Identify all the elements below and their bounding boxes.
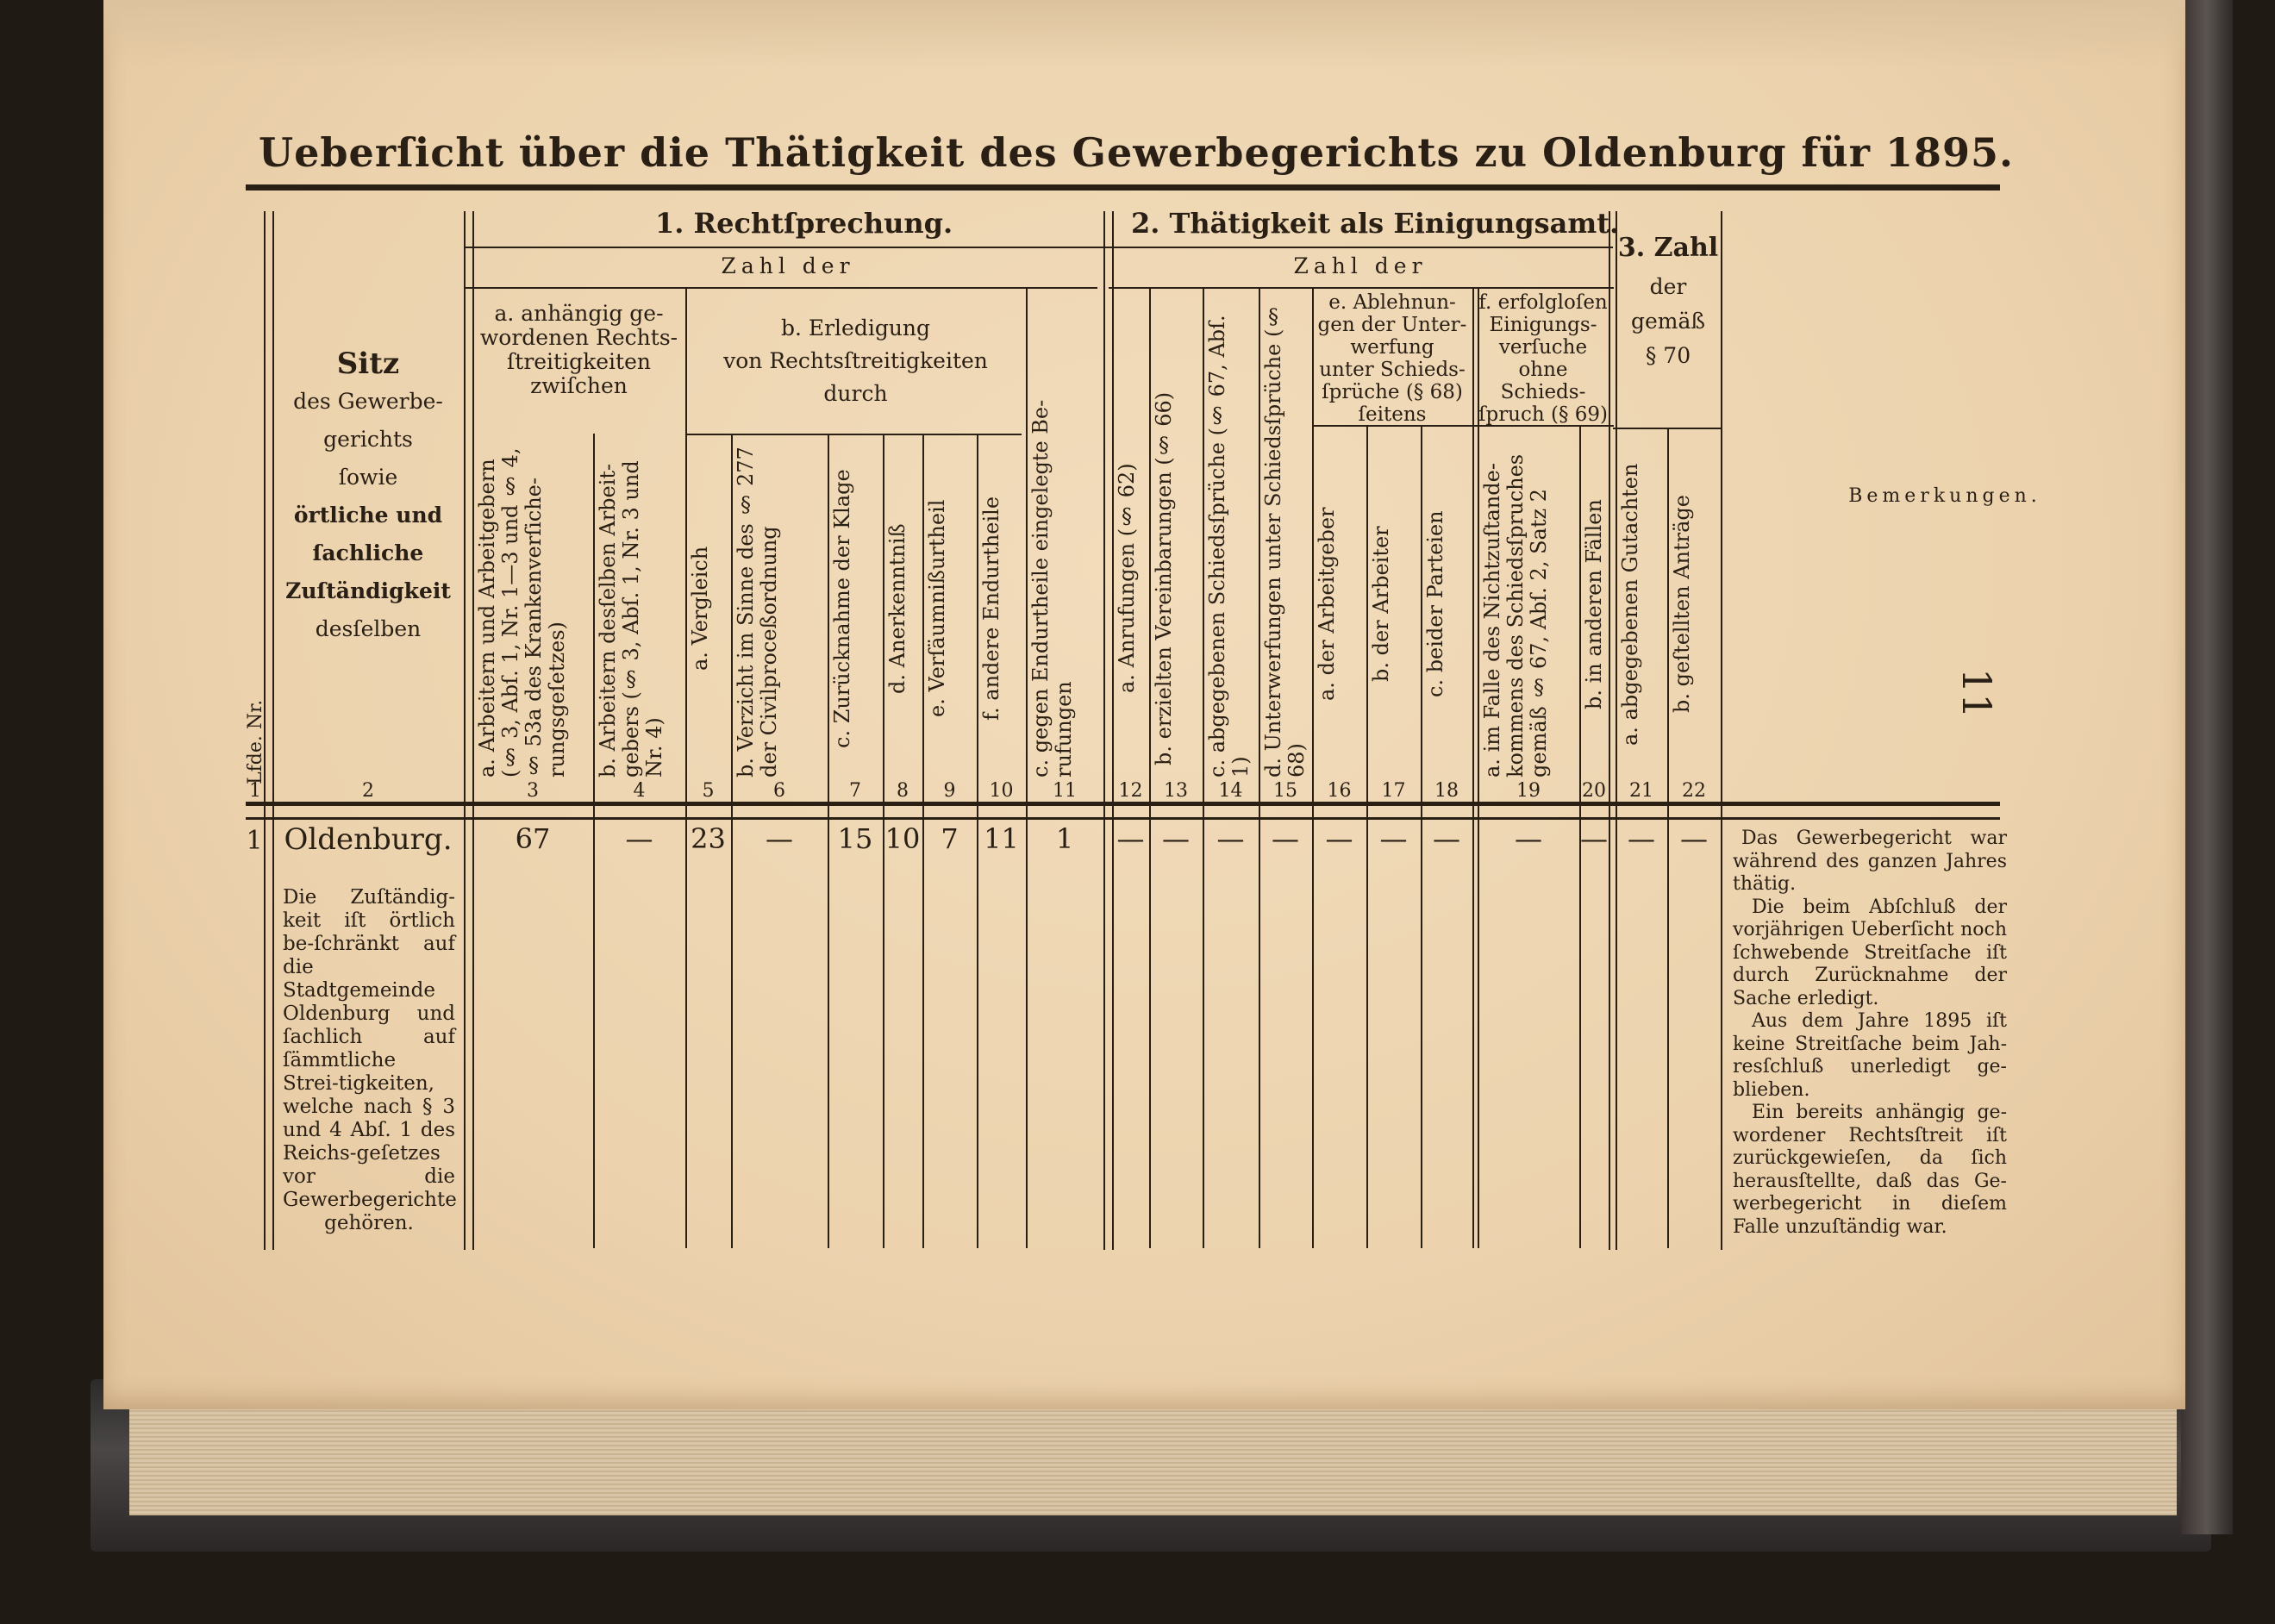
col-line	[1312, 287, 1314, 1248]
column-header-18: c. beider Parteien	[1423, 510, 1447, 698]
sub-f-line: verſuche	[1498, 336, 1588, 359]
rule	[464, 247, 1613, 248]
top-rule	[246, 184, 2000, 191]
row-ort: Oldenburg.	[284, 822, 453, 857]
column-number: 21	[1629, 780, 1653, 802]
column-number: 16	[1327, 780, 1352, 802]
cell-value: —	[1272, 822, 1299, 855]
cell-value: —	[1628, 822, 1655, 855]
sitz-title: Sitz	[336, 347, 400, 381]
row-top-rule	[246, 817, 2000, 820]
col-line	[1103, 211, 1105, 1250]
col-line	[1609, 211, 1610, 1250]
column-header-3: a. Arbeitern und Arbeitgebern (§ 3, Abſ. 1, Nr. 1—3 und § 4, § 53a des Krankenverſiche-rungsgeſetzes)	[475, 447, 569, 778]
group-zahl-70	[1616, 233, 1721, 368]
cell-value: —	[766, 822, 793, 855]
sitz-line: örtliche und	[293, 503, 443, 528]
book-spine	[2181, 0, 2233, 1534]
column-number: 10	[989, 780, 1014, 802]
sub-b-line: durch	[823, 381, 888, 406]
col-line	[1472, 287, 1474, 1248]
column-number: 7	[849, 780, 861, 802]
sitz-line: gerichts	[323, 427, 413, 452]
column-header-19: a. im Falle des Nichtzuſtande-kommens des Schiedsſpruches gemäß § 67, Abſ. 2, Satz 2	[1480, 453, 1551, 778]
sub-a-line: a. anhängig ge-	[494, 301, 664, 326]
cell-value: 11	[984, 822, 1019, 855]
sub-e-line: gen der Unter-	[1317, 314, 1467, 336]
rule	[464, 287, 1097, 289]
cell-value: —	[1580, 822, 1608, 855]
column-number: 13	[1164, 780, 1188, 802]
sitz-line: ſachliche	[312, 540, 424, 565]
remark-paragraph: Aus dem Jahre 1895 iſt keine Streitſache beim Jah-resſchluß unerledigt ge-blieben.	[1733, 1010, 2007, 1101]
row-number: 1	[246, 826, 263, 856]
column-header-6: b. Verzicht im Sinne des § 277 der Civilproceßordnung	[734, 447, 781, 778]
column-header-4: b. Arbeitern desſelben Arbeit-gebers (§ 3, Abſ. 1, Nr. 3 und Nr. 4)	[596, 460, 666, 778]
page-fold	[103, 0, 2185, 69]
column-header-16: a. der Arbeitgeber	[1315, 507, 1339, 702]
col-line	[685, 287, 687, 1248]
column-number: 3	[527, 780, 539, 802]
cell-value: —	[1162, 822, 1190, 855]
group-zahl-der: der	[1649, 274, 1687, 299]
column-number: 19	[1516, 780, 1541, 802]
sitz-line: ſowie	[338, 465, 398, 490]
column-header-5: a. Vergleich	[688, 546, 712, 671]
sitz-header	[272, 345, 464, 648]
column-header-11: c. gegen Endurtheile eingelegte Be-rufungen	[1028, 399, 1076, 778]
cell-value: —	[1515, 822, 1542, 855]
sub-f-line: ſpruch (§ 69)	[1478, 403, 1609, 426]
page-number: 11	[1953, 668, 2000, 719]
cell-value: —	[625, 822, 653, 855]
column-header-13: b. erzielten Vereinbarungen (§ 66)	[1152, 391, 1176, 765]
column-header-21: a. abgegebenen Gutachten	[1618, 463, 1642, 746]
sub-a-line: wordenen Rechts-	[479, 325, 678, 350]
sub-f-line: Schieds-	[1500, 381, 1586, 403]
column-number: 15	[1273, 780, 1297, 802]
column-header-10: f. andere Endurtheile	[979, 496, 1003, 721]
column-number: 12	[1118, 780, 1143, 802]
sub-f-line: f. erfolgloſen	[1478, 291, 1608, 314]
col-line	[1026, 287, 1028, 1248]
cell-value: 1	[1055, 822, 1074, 855]
rule	[685, 434, 1022, 435]
column-number: 6	[773, 780, 785, 802]
zahl-der-2: Zahl der	[1293, 253, 1428, 278]
remarks	[1733, 828, 2007, 1239]
cell-value: 67	[515, 822, 551, 855]
bemerkungen-header: Bemerkungen.	[1848, 485, 2041, 507]
sub-anhaengig	[472, 302, 685, 398]
col-line	[464, 211, 466, 1250]
col-line	[1259, 287, 1260, 1248]
sub-e-line: ſeitens	[1358, 403, 1427, 426]
column-number: 1	[249, 780, 261, 802]
col-line	[1478, 287, 1479, 1248]
sub-f-line: ohne	[1518, 359, 1568, 381]
column-number: 18	[1434, 780, 1459, 802]
cell-value: —	[1116, 822, 1145, 855]
column-number: 22	[1682, 780, 1706, 802]
group-einigungsamt: 2. Thätigkeit als Einigungsamt.	[1131, 207, 1620, 240]
column-number: 14	[1218, 780, 1243, 802]
column-header-22: b. geſtellten Anträge	[1670, 495, 1694, 714]
cell-value: —	[1680, 822, 1708, 855]
rule	[1109, 287, 1614, 289]
column-number: 9	[943, 780, 956, 802]
sub-b-line: b. Erledigung	[780, 315, 931, 340]
col-line	[1203, 287, 1204, 1248]
sub-ablehnungen	[1312, 291, 1472, 426]
column-number: 4	[633, 780, 646, 802]
sub-e-line: ſprüche (§ 68)	[1322, 381, 1463, 403]
group-zahl-gemaess: gemäß	[1630, 309, 1706, 334]
sub-f-line: Einigungs-	[1489, 314, 1597, 336]
cell-value: —	[1216, 822, 1245, 855]
sitz-line: Zuſtändigkeit	[285, 578, 451, 603]
page-title: Ueberſicht über die Thätigkeit des Gewerbegerichts zu Oldenburg für 1895.	[259, 129, 2015, 176]
zahl-der-1: Zahl der	[721, 253, 855, 278]
column-number: 20	[1582, 780, 1606, 802]
remark-paragraph: Ein bereits anhängig ge-wordener Rechtsſtreit iſt zurückgewieſen, da ſich herausſtellte, daß das Ge-werbegericht in dieſem Falle unzuſtändig war.	[1733, 1102, 2007, 1238]
remark-paragraph: Das Gewerbegericht war während des ganzen Jahres thätig.	[1733, 828, 2007, 895]
sub-e-line: werfung	[1350, 336, 1434, 359]
remark-paragraph: Die beim Abſchluß der vorjährigen Ueberſicht noch ſchwebende Streitſache iſt durch Zurücknahme der Sache erledigt.	[1733, 896, 2007, 1009]
sub-erledigung	[690, 312, 1022, 410]
sitz-line: desſelben	[315, 616, 422, 641]
column-number: 8	[897, 780, 909, 802]
cell-value: 15	[837, 822, 873, 855]
group-zahl-paragraph: § 70	[1645, 343, 1691, 368]
column-number: 11	[1053, 780, 1077, 802]
group-rechtsprechung: 1. Rechtſprechung.	[655, 207, 953, 240]
sitz-line: des Gewerbe-	[293, 389, 443, 414]
sub-e-line: e. Ablehnun-	[1328, 291, 1456, 314]
lfde-nr-header: Lfde. Nr.	[245, 699, 266, 784]
row-zustaendigkeit: Die Zuſtändig-keit iſt örtlich be-ſchränkt auf die Stadtgemeinde Oldenburg und ſachlich auf ſämmtliche Strei-tigkeiten, welche nach § 3 und 4 Abſ. 1 des Reichs-geſetzes vor die Gewerbegerichte gehören.	[283, 886, 457, 1234]
cell-value: 7	[941, 822, 959, 855]
col-line	[1112, 211, 1114, 1250]
column-header-17: b. der Arbeiter	[1369, 526, 1393, 683]
sub-erfolglose	[1478, 291, 1609, 426]
column-header-14: c. abgegebenen Schiedsſprüche (§ 67, Abſ. 1)	[1205, 315, 1253, 778]
column-header-20: b. in anderen Fällen	[1582, 499, 1606, 709]
column-header-12: a. Anrufungen (§ 62)	[1115, 463, 1139, 694]
sub-e-line: unter Schieds-	[1319, 359, 1466, 381]
col-line	[1149, 287, 1151, 1248]
group-zahl-label: 3. Zahl	[1617, 233, 1719, 263]
cell-value: —	[1325, 822, 1353, 855]
sub-b-line: von Rechtsſtreitigkeiten	[723, 348, 988, 373]
column-header-7: c. Zurücknahme der Klage	[830, 469, 854, 748]
column-number: 2	[362, 780, 374, 802]
cell-value: —	[1379, 822, 1408, 855]
sub-a-line: zwiſchen	[530, 373, 628, 398]
cell-value: 23	[691, 822, 726, 855]
column-header-15: d. Unterwerfungen unter Schiedsſprüche (§ 68)	[1261, 304, 1309, 778]
column-number: 17	[1381, 780, 1406, 802]
cell-value: —	[1433, 822, 1460, 855]
column-header-9: e. Verſäumnißurtheil	[925, 499, 949, 718]
sub-a-line: ſtreitigkeiten	[507, 349, 651, 374]
header-bottom-rule	[246, 802, 2000, 806]
col-line	[1721, 211, 1722, 1250]
column-number: 5	[702, 780, 715, 802]
cell-value: 10	[884, 822, 921, 855]
column-header-8: d. Anerkenntniß	[885, 523, 909, 694]
